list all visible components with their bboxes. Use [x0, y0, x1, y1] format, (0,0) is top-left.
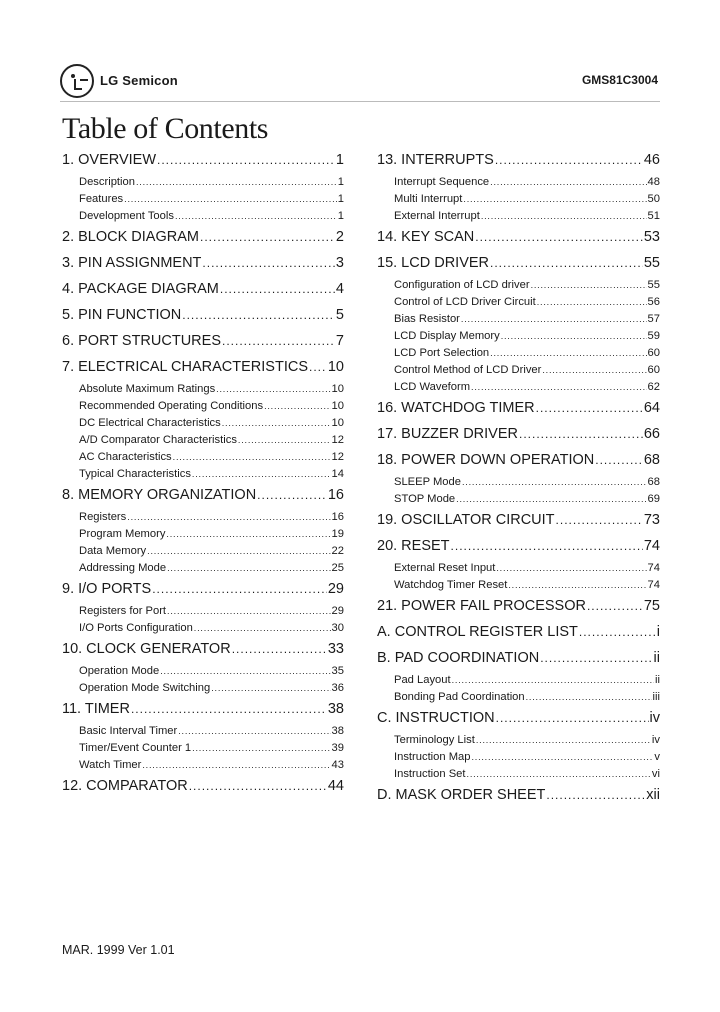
toc-entry-label: Data Memory [79, 545, 147, 557]
toc-left-column [62, 148, 344, 800]
toc-entry-label: 16. WATCHDOG TIMER [377, 400, 535, 416]
toc-subsection-entry[interactable] [377, 294, 660, 311]
dot-leader [211, 680, 330, 697]
dot-leader [537, 294, 647, 311]
toc-page-number: 16 [331, 511, 344, 523]
toc-page-number: 5 [335, 307, 344, 323]
toc-page-number: 66 [643, 426, 660, 442]
dot-leader [264, 398, 330, 415]
toc-page-number: 55 [647, 279, 660, 291]
toc-section-entry[interactable] [62, 774, 344, 800]
toc-section-entry[interactable] [62, 577, 344, 603]
dot-leader [467, 766, 651, 783]
dot-leader [182, 305, 335, 325]
dot-leader [501, 328, 647, 345]
toc-section-entry[interactable] [62, 483, 344, 509]
dot-leader [490, 253, 643, 273]
toc-subsection-entry[interactable] [62, 560, 344, 577]
toc-page-number: 75 [643, 598, 660, 614]
toc-subsection-entry[interactable] [377, 277, 660, 294]
dot-leader [157, 150, 335, 170]
toc-entry-label: 2. BLOCK DIAGRAM [62, 229, 199, 245]
toc-subsection-entry[interactable] [62, 757, 344, 774]
toc-page-number: 36 [331, 682, 344, 694]
toc-entry-label: Instruction Set [394, 768, 466, 780]
toc-page-number: 7 [335, 333, 344, 349]
toc-subsection-entry[interactable] [62, 723, 344, 740]
toc-entry-label: D. MASK ORDER SHEET [377, 787, 546, 803]
toc-page-number: 74 [647, 562, 660, 574]
toc-page-number: 53 [643, 229, 660, 245]
dot-leader [216, 381, 330, 398]
toc-subsection-entry[interactable] [377, 311, 660, 328]
toc-entry-label: 11. TIMER [62, 701, 130, 717]
dot-leader [309, 357, 327, 377]
toc-section-entry[interactable] [62, 251, 344, 277]
toc-entry-label: 5. PIN FUNCTION [62, 307, 182, 323]
dot-leader [471, 749, 653, 766]
toc-subsection-entry[interactable] [62, 740, 344, 757]
toc-subsection-entry[interactable] [377, 328, 660, 345]
toc-page-number: 59 [647, 330, 660, 342]
toc-entry-label: Instruction Map [394, 751, 471, 763]
toc-section-entry[interactable] [377, 508, 660, 534]
toc-section-entry[interactable] [62, 303, 344, 329]
toc-entry-label: Control Method of LCD Driver [394, 364, 542, 376]
toc-page-number: iv [649, 710, 660, 726]
toc-section-entry[interactable] [377, 706, 660, 732]
toc-subsection-entry[interactable] [377, 766, 660, 783]
dot-leader [166, 526, 330, 543]
dot-leader [519, 424, 643, 444]
lg-logo-icon [60, 64, 94, 98]
dot-leader [451, 536, 643, 556]
toc-section-entry[interactable] [377, 783, 660, 809]
toc-page-number: 2 [335, 229, 344, 245]
dot-leader [536, 398, 643, 418]
toc-section-entry[interactable] [62, 148, 344, 174]
toc-page-number: 50 [647, 193, 660, 205]
dot-leader [167, 560, 330, 577]
toc-page-number: 16 [327, 487, 344, 503]
page-title: Table of Contents [62, 112, 269, 145]
toc-subsection-entry[interactable] [62, 466, 344, 483]
toc-entry-label: Registers for Port [79, 605, 167, 617]
toc-section-entry[interactable] [377, 148, 660, 174]
dot-leader [490, 345, 646, 362]
dot-leader [540, 648, 652, 668]
toc-subsection-entry[interactable] [377, 174, 660, 191]
toc-page-number: 73 [643, 512, 660, 528]
toc-subsection-entry[interactable] [377, 577, 660, 594]
toc-entry-label: Bias Resistor [394, 313, 460, 325]
toc-entry-label: 15. LCD DRIVER [377, 255, 490, 271]
toc-entry-label: 8. MEMORY ORGANIZATION [62, 487, 257, 503]
dot-leader [178, 723, 330, 740]
toc-subsection-entry[interactable] [62, 208, 344, 225]
dot-leader [456, 491, 646, 508]
toc-entry-label: 7. ELECTRICAL CHARACTERISTICS [62, 359, 309, 375]
toc-section-entry[interactable] [62, 225, 344, 251]
dot-leader [546, 785, 645, 805]
toc-section-entry[interactable] [62, 355, 344, 381]
toc-entry-label: Registers [79, 511, 127, 523]
toc-subsection-entry[interactable] [377, 560, 660, 577]
toc-entry-label: 1. OVERVIEW [62, 152, 157, 168]
toc-subsection-entry[interactable] [377, 191, 660, 208]
toc-page-number: 3 [335, 255, 344, 271]
dot-leader [192, 466, 331, 483]
toc-entry-label: 18. POWER DOWN OPERATION [377, 452, 595, 468]
dot-leader [475, 227, 643, 247]
toc-page-number: 35 [331, 665, 344, 677]
toc-subsection-entry[interactable] [62, 398, 344, 415]
dot-leader [490, 174, 646, 191]
toc-page-number: 74 [643, 538, 660, 554]
toc-section-entry[interactable] [62, 697, 344, 723]
toc-subsection-entry[interactable] [377, 672, 660, 689]
dot-leader [173, 449, 331, 466]
toc-page-number: 14 [331, 468, 344, 480]
dot-leader [496, 560, 646, 577]
toc-page-number: 1 [335, 152, 344, 168]
dot-leader [194, 620, 331, 637]
toc-section-entry[interactable] [62, 637, 344, 663]
dot-leader [579, 622, 656, 642]
brand-name: LG Semicon [100, 73, 178, 88]
toc-page-number: 39 [331, 742, 344, 754]
toc-entry-label: LCD Waveform [394, 381, 471, 393]
toc-page-number: 29 [331, 605, 344, 617]
toc-page-number: 30 [331, 622, 344, 634]
toc-section-entry[interactable] [62, 277, 344, 303]
toc-section-entry[interactable] [62, 329, 344, 355]
toc-entry-label: B. PAD COORDINATION [377, 650, 540, 666]
toc-entry-label: 4. PACKAGE DIAGRAM [62, 281, 219, 297]
toc-entry-label: Terminology List [394, 734, 475, 746]
dot-leader [452, 672, 654, 689]
toc-page-number: i [656, 624, 660, 640]
dot-leader [257, 485, 327, 505]
toc-page-number: 68 [643, 452, 660, 468]
toc-section-entry[interactable] [377, 225, 660, 251]
toc-page-number: 46 [643, 152, 660, 168]
toc-entry-label: 13. INTERRUPTS [377, 152, 494, 168]
toc-subsection-entry[interactable] [62, 603, 344, 620]
dot-leader [124, 191, 337, 208]
toc-section-entry[interactable] [377, 534, 660, 560]
toc-entry-label: Operation Mode Switching [79, 682, 211, 694]
toc-entry-label: 10. CLOCK GENERATOR [62, 641, 231, 657]
toc-entry-label: SLEEP Mode [394, 476, 461, 488]
toc-page-number: iv [651, 734, 660, 746]
dot-leader [476, 732, 651, 749]
toc-page-number: 60 [647, 364, 660, 376]
toc-entry-label: A. CONTROL REGISTER LIST [377, 624, 578, 640]
toc-page-number: xii [646, 787, 660, 803]
dot-leader [508, 577, 646, 594]
toc-entry-label: Features [79, 193, 124, 205]
dot-leader [463, 191, 646, 208]
toc-entry-label: 9. I/O PORTS [62, 581, 152, 597]
toc-page-number: 48 [647, 176, 660, 188]
toc-entry-label: Typical Characteristics [79, 468, 191, 480]
toc-page-number: 38 [327, 701, 344, 717]
toc-entry-label: Watch Timer [79, 759, 142, 771]
dot-leader [192, 740, 330, 757]
toc-subsection-entry[interactable] [62, 526, 344, 543]
toc-section-entry[interactable] [377, 620, 660, 646]
dot-leader [220, 279, 335, 299]
toc-subsection-entry[interactable] [377, 379, 660, 396]
toc-entry-label: A/D Comparator Characteristics [79, 434, 237, 446]
dot-leader [587, 596, 643, 616]
dot-leader [160, 663, 330, 680]
toc-entry-label: Bonding Pad Coordination [394, 691, 525, 703]
toc-subsection-entry[interactable] [62, 449, 344, 466]
toc-page-number: vi [651, 768, 660, 780]
document-id: GMS81C3004 [581, 73, 658, 87]
toc-section-entry[interactable] [377, 251, 660, 277]
toc-page-number: 74 [647, 579, 660, 591]
dot-leader [127, 509, 330, 526]
toc-subsection-entry[interactable] [62, 620, 344, 637]
dot-leader [189, 776, 327, 796]
toc-subsection-entry[interactable] [62, 174, 344, 191]
toc-page-number: 10 [331, 417, 344, 429]
toc-page-number: 33 [327, 641, 344, 657]
toc-subsection-entry[interactable] [377, 491, 660, 508]
dot-leader [142, 757, 330, 774]
page-header [60, 64, 660, 100]
toc-page-number: 4 [335, 281, 344, 297]
dot-leader [471, 379, 647, 396]
toc-entry-label: 14. KEY SCAN [377, 229, 475, 245]
toc-subsection-entry[interactable] [377, 689, 660, 706]
toc-section-entry[interactable] [377, 448, 660, 474]
toc-page-number: v [654, 751, 660, 763]
toc-subsection-entry[interactable] [62, 381, 344, 398]
toc-entry-label: External Interrupt [394, 210, 480, 222]
dot-leader [531, 277, 647, 294]
toc-page-number: 57 [647, 313, 660, 325]
toc-entry-label: Recommended Operating Conditions [79, 400, 264, 412]
toc-page-number: 25 [331, 562, 344, 574]
toc-subsection-entry[interactable] [377, 749, 660, 766]
revision-footer: MAR. 1999 Ver 1.01 [62, 943, 175, 957]
toc-entry-label: Multi Interrupt [394, 193, 463, 205]
toc-entry-label: Timer/Event Counter 1 [79, 742, 192, 754]
toc-entry-label: Operation Mode [79, 665, 160, 677]
toc-section-entry[interactable] [377, 594, 660, 620]
toc-subsection-entry[interactable] [62, 680, 344, 697]
toc-entry-label: Watchdog Timer Reset [394, 579, 508, 591]
toc-entry-label: Development Tools [79, 210, 174, 222]
toc-entry-label: DC Electrical Characteristics [79, 417, 221, 429]
toc-section-entry[interactable] [377, 422, 660, 448]
toc-entry-label: Program Memory [79, 528, 166, 540]
dot-leader [152, 579, 327, 599]
toc-page-number: ii [653, 650, 660, 666]
dot-leader [175, 208, 337, 225]
toc-entry-label: LCD Display Memory [394, 330, 500, 342]
toc-entry-label: 3. PIN ASSIGNMENT [62, 255, 202, 271]
toc-page-number: 51 [647, 210, 660, 222]
toc-page-number: 44 [327, 778, 344, 794]
toc-page-number: 10 [331, 400, 344, 412]
dot-leader [556, 510, 643, 530]
toc-page-number: 60 [647, 347, 660, 359]
toc-subsection-entry[interactable] [62, 191, 344, 208]
toc-page-number: 55 [643, 255, 660, 271]
toc-entry-label: External Reset Input [394, 562, 496, 574]
toc-entry-label: Control of LCD Driver Circuit [394, 296, 536, 308]
toc-entry-label: Absolute Maximum Ratings [79, 383, 216, 395]
toc-subsection-entry[interactable] [62, 509, 344, 526]
dot-leader [238, 432, 331, 449]
toc-page-number: 64 [643, 400, 660, 416]
toc-entry-label: I/O Ports Configuration [79, 622, 193, 634]
toc-page-number: 69 [647, 493, 660, 505]
toc-page-number: 10 [331, 383, 344, 395]
dot-leader [542, 362, 646, 379]
toc-subsection-entry[interactable] [62, 415, 344, 432]
dot-leader [481, 208, 647, 225]
toc-entry-label: 17. BUZZER DRIVER [377, 426, 518, 442]
toc-entry-label: Configuration of LCD driver [394, 279, 530, 291]
toc-entry-label: Interrupt Sequence [394, 176, 490, 188]
toc-page-number: 38 [331, 725, 344, 737]
toc-entry-label: 21. POWER FAIL PROCESSOR [377, 598, 586, 614]
dot-leader [595, 450, 643, 470]
toc-page-number: 43 [331, 759, 344, 771]
toc-section-entry[interactable] [377, 396, 660, 422]
toc-entry-label: Pad Layout [394, 674, 451, 686]
toc-section-entry[interactable] [377, 646, 660, 672]
toc-entry-label: 19. OSCILLATOR CIRCUIT [377, 512, 555, 528]
toc-subsection-entry[interactable] [377, 345, 660, 362]
toc-page-number: 68 [647, 476, 660, 488]
toc-page-number: 29 [327, 581, 344, 597]
toc-entry-label: 6. PORT STRUCTURES [62, 333, 221, 349]
dot-leader [167, 603, 331, 620]
toc-entry-label: 12. COMPARATOR [62, 778, 188, 794]
toc-page-number: 22 [331, 545, 344, 557]
dot-leader [136, 174, 337, 191]
toc-entry-label: 20. RESET [377, 538, 450, 554]
toc-entry-label: STOP Mode [394, 493, 456, 505]
toc-page-number: 19 [331, 528, 344, 540]
dot-leader [147, 543, 330, 560]
toc-page-number: iii [652, 691, 660, 703]
toc-page-number: 56 [647, 296, 660, 308]
dot-leader [496, 708, 649, 728]
dot-leader [222, 331, 335, 351]
toc-entry-label: Addressing Mode [79, 562, 167, 574]
dot-leader [202, 253, 335, 273]
toc-subsection-entry[interactable] [62, 663, 344, 680]
dot-leader [200, 227, 335, 247]
toc-right-column [377, 148, 660, 809]
toc-subsection-entry[interactable] [62, 543, 344, 560]
toc-page-number: 62 [647, 381, 660, 393]
toc-subsection-entry[interactable] [377, 208, 660, 225]
toc-entry-label: AC Characteristics [79, 451, 172, 463]
toc-subsection-entry[interactable] [62, 432, 344, 449]
dot-leader [462, 474, 647, 491]
toc-page-number: ii [655, 674, 660, 686]
toc-entry-label: Basic Interval Timer [79, 725, 178, 737]
toc-subsection-entry[interactable] [377, 732, 660, 749]
toc-entry-label: Description [79, 176, 135, 188]
toc-page-number: 1 [337, 193, 344, 205]
dot-leader [495, 150, 643, 170]
toc-page-number: 10 [327, 359, 344, 375]
toc-page-number: 1 [337, 176, 344, 188]
dot-leader [222, 415, 331, 432]
header-divider [60, 101, 660, 102]
toc-subsection-entry[interactable] [377, 474, 660, 491]
dot-leader [526, 689, 652, 706]
dot-leader [461, 311, 647, 328]
toc-page-number: 12 [331, 451, 344, 463]
toc-entry-label: LCD Port Selection [394, 347, 490, 359]
toc-page-number: 1 [337, 210, 344, 222]
toc-subsection-entry[interactable] [377, 362, 660, 379]
dot-leader [232, 639, 327, 659]
toc-entry-label: C. INSTRUCTION [377, 710, 495, 726]
dot-leader [131, 699, 327, 719]
toc-page-number: 12 [331, 434, 344, 446]
